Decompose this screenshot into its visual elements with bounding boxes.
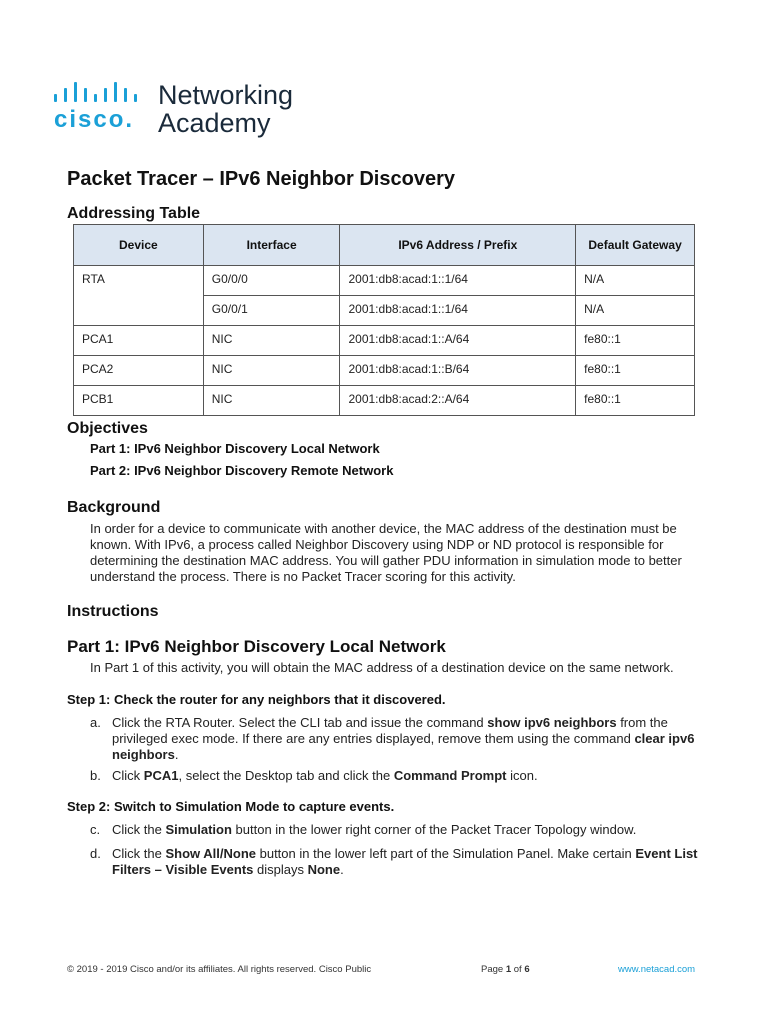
list-label-a: a.	[90, 715, 101, 730]
list-item-d: Click the Show All/None button in the lower left part of the Simulation Panel. Make certain Event List Filters – Visible Events displays None.	[112, 846, 698, 877]
table-row	[74, 356, 695, 386]
cell-gateway: fe80::1	[576, 356, 695, 386]
cell-gateway: N/A	[576, 296, 695, 326]
cisco-wordmark: cisco.	[54, 106, 135, 133]
cell-ipv6: 2001:db8:acad:1::1/64	[340, 266, 576, 296]
footer-page-number: Page 1 of 6	[481, 964, 530, 975]
instructions-heading: Instructions	[67, 603, 159, 620]
table-row	[74, 326, 695, 356]
step1-heading: Step 1: Check the router for any neighbors that it discovered.	[67, 692, 446, 707]
cell-ipv6: 2001:db8:acad:2::A/64	[340, 386, 576, 416]
background-text: In order for a device to communicate with another device, the MAC address of the destination must be known. With IPv6, a process called Neighbor Discovery using NDP or ND protocol is responsible for determining the destination MAC address. You will gather PDU information in simulation mode to better understand the process. There is no Packet Tracer scoring for this activity.	[90, 521, 682, 584]
page-title: Packet Tracer – IPv6 Neighbor Discovery	[67, 168, 455, 190]
cell-interface: NIC	[203, 356, 340, 386]
addressing-table	[73, 224, 695, 416]
part1-heading: Part 1: IPv6 Neighbor Discovery Local Network	[67, 637, 446, 656]
addressing-table-heading: Addressing Table	[67, 205, 201, 222]
cell-device: PCA1	[74, 326, 204, 356]
cell-interface: NIC	[203, 386, 340, 416]
cell-ipv6: 2001:db8:acad:1::1/64	[340, 296, 576, 326]
table-header-row	[74, 225, 695, 266]
objective-item: Part 2: IPv6 Neighbor Discovery Remote Network	[90, 463, 394, 478]
header-device: Device	[74, 225, 204, 266]
table-row	[74, 266, 695, 296]
logo-academy: Academy	[158, 108, 271, 138]
objective-item: Part 1: IPv6 Neighbor Discovery Local Network	[90, 441, 380, 456]
objectives-heading: Objectives	[67, 420, 148, 437]
list-item-a: Click the RTA Router. Select the CLI tab and issue the command show ipv6 neighbors from the privileged exec mode. If there are any entries displayed, remove them using the command clear ipv6 neighbors.	[112, 715, 695, 762]
list-label-c: c.	[90, 822, 101, 837]
cisco-networking-academy-logo	[54, 82, 314, 142]
cell-interface: NIC	[203, 326, 340, 356]
list-label-b: b.	[90, 768, 101, 783]
part1-intro: In Part 1 of this activity, you will obtain the MAC address of a destination device on the same network.	[90, 660, 674, 675]
logo-networking: Networking	[158, 80, 294, 110]
list-item-c: Click the Simulation button in the lower right corner of the Packet Tracer Topology window.	[112, 822, 637, 837]
header-default-gateway: Default Gateway	[576, 225, 695, 266]
footer-copyright: © 2019 - 2019 Cisco and/or its affiliates. All rights reserved. Cisco Public	[67, 964, 372, 975]
list-label-d: d.	[90, 846, 101, 861]
cell-ipv6: 2001:db8:acad:1::A/64	[340, 326, 576, 356]
cell-gateway: fe80::1	[576, 326, 695, 356]
cell-device: RTA	[74, 266, 204, 326]
cell-interface: G0/0/1	[203, 296, 340, 326]
list-item-b: Click PCA1, select the Desktop tab and click the Command Prompt icon.	[112, 768, 538, 783]
cell-ipv6: 2001:db8:acad:1::B/64	[340, 356, 576, 386]
footer-url[interactable]: www.netacad.com	[618, 964, 696, 975]
header-ipv6-address: IPv6 Address / Prefix	[340, 225, 576, 266]
table-row	[74, 386, 695, 416]
cell-device: PCB1	[74, 386, 204, 416]
header-interface: Interface	[203, 225, 340, 266]
background-heading: Background	[67, 499, 161, 516]
step2-heading: Step 2: Switch to Simulation Mode to capture events.	[67, 799, 395, 814]
cell-device: PCA2	[74, 356, 204, 386]
footer-url-link[interactable]	[618, 964, 695, 976]
cell-gateway: N/A	[576, 266, 695, 296]
cell-gateway: fe80::1	[576, 386, 695, 416]
cell-interface: G0/0/0	[203, 266, 340, 296]
